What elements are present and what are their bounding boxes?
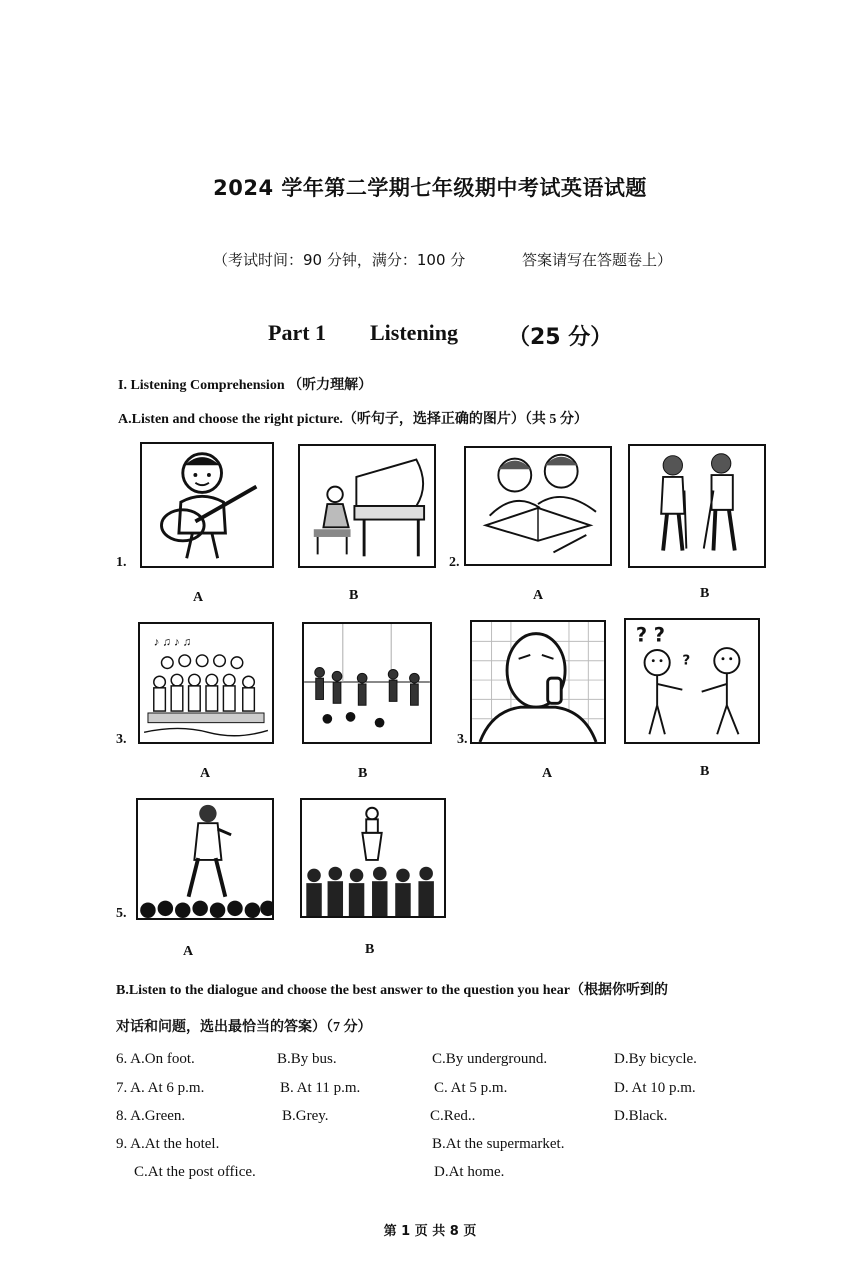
page-number: 第 1 页 共 8 页 [383, 1224, 477, 1239]
picture-confused[interactable] [624, 618, 760, 744]
part-label: Part 1 [268, 320, 327, 345]
svg-text:?: ? [682, 652, 691, 669]
picture-piano[interactable] [298, 444, 436, 568]
exam-title: 2024 学年第二学期七年级期中考试英语试题 [213, 176, 647, 200]
man-piano-illustration [300, 446, 434, 566]
picture-reading[interactable] [464, 446, 612, 566]
q7-option-d[interactable]: D. At 10 p.m. [614, 1080, 696, 1096]
confused-people-illustration [626, 620, 758, 742]
option-label: A [533, 588, 544, 603]
picture-sweeping[interactable] [628, 444, 766, 568]
q9-option-a[interactable]: 9. A.At the hotel. [116, 1136, 220, 1152]
question-number: 1. [116, 555, 127, 570]
option-label: A [193, 590, 204, 605]
q7-option-c[interactable]: C. At 5 p.m. [434, 1080, 508, 1096]
picture-choir[interactable] [138, 622, 274, 744]
q8-option-a[interactable]: 8. A.Green. [116, 1108, 186, 1124]
q7-option-a[interactable]: 7. A. At 6 p.m. [116, 1080, 205, 1096]
option-label: B [365, 942, 375, 957]
q6-option-d[interactable]: D.By bicycle. [614, 1051, 697, 1067]
question-number: 3. [116, 732, 127, 747]
picture-speaker[interactable] [300, 798, 446, 918]
q8-option-c[interactable]: C.Red.. [430, 1108, 476, 1124]
q7-option-b[interactable]: B. At 11 p.m. [280, 1080, 361, 1096]
q9-option-d[interactable]: D.At home. [434, 1164, 505, 1180]
picture-football[interactable] [302, 622, 432, 744]
svg-text:? ?: ? ? [635, 623, 666, 647]
option-label: B [349, 588, 359, 603]
q9-option-c[interactable]: C.At the post office. [134, 1164, 256, 1180]
choir-illustration [140, 624, 272, 742]
boys-reading-illustration [466, 448, 610, 564]
q8-option-d[interactable]: D.Black. [614, 1108, 668, 1124]
exam-note: 答案请写在答题卷上） [522, 251, 673, 269]
section-a-heading: A.Listen and choose the right picture.（听句子，选择正确的图片）（共 5 分） [118, 412, 588, 427]
singer-stage-illustration [138, 800, 272, 918]
question-number: 3. [457, 732, 468, 747]
speaker-podium-illustration [302, 800, 444, 916]
option-label: A [183, 944, 194, 959]
part-name: Listening [370, 320, 459, 345]
exam-info: （考试时间：90 分钟，满分：100 分 [213, 251, 466, 269]
section-b-heading-cont: 对话和问题，选出最恰当的答案）（7 分） [116, 1020, 372, 1035]
section-b-heading: B.Listen to the dialogue and choose the best answer to the question you hear（根据你听到的 [116, 983, 668, 998]
question-number: 5. [116, 906, 127, 921]
picture-guitar[interactable] [140, 442, 274, 568]
picture-singer[interactable] [136, 798, 274, 920]
question-number: 2. [449, 555, 460, 570]
q6-option-b[interactable]: B.By bus. [277, 1051, 337, 1067]
option-label: A [542, 766, 553, 781]
svg-text:♪ ♫ ♪ ♫: ♪ ♫ ♪ ♫ [153, 635, 192, 649]
option-label: B [700, 586, 710, 601]
q8-option-b[interactable]: B.Grey. [282, 1108, 329, 1124]
section-heading: I. Listening Comprehension （听力理解） [118, 378, 373, 393]
option-label: B [358, 766, 368, 781]
q6-option-c[interactable]: C.By underground. [432, 1051, 548, 1067]
part-score: （25 分） [508, 325, 613, 350]
child-guitar-illustration [142, 444, 272, 566]
football-illustration [304, 624, 430, 742]
picture-phone[interactable] [470, 620, 606, 744]
q6-option-a[interactable]: 6. A.On foot. [116, 1051, 195, 1067]
q9-option-b[interactable]: B.At the supermarket. [432, 1136, 565, 1152]
option-label: B [700, 764, 710, 779]
boys-sweeping-illustration [630, 446, 764, 566]
man-phone-illustration [472, 622, 604, 742]
option-label: A [200, 766, 211, 781]
